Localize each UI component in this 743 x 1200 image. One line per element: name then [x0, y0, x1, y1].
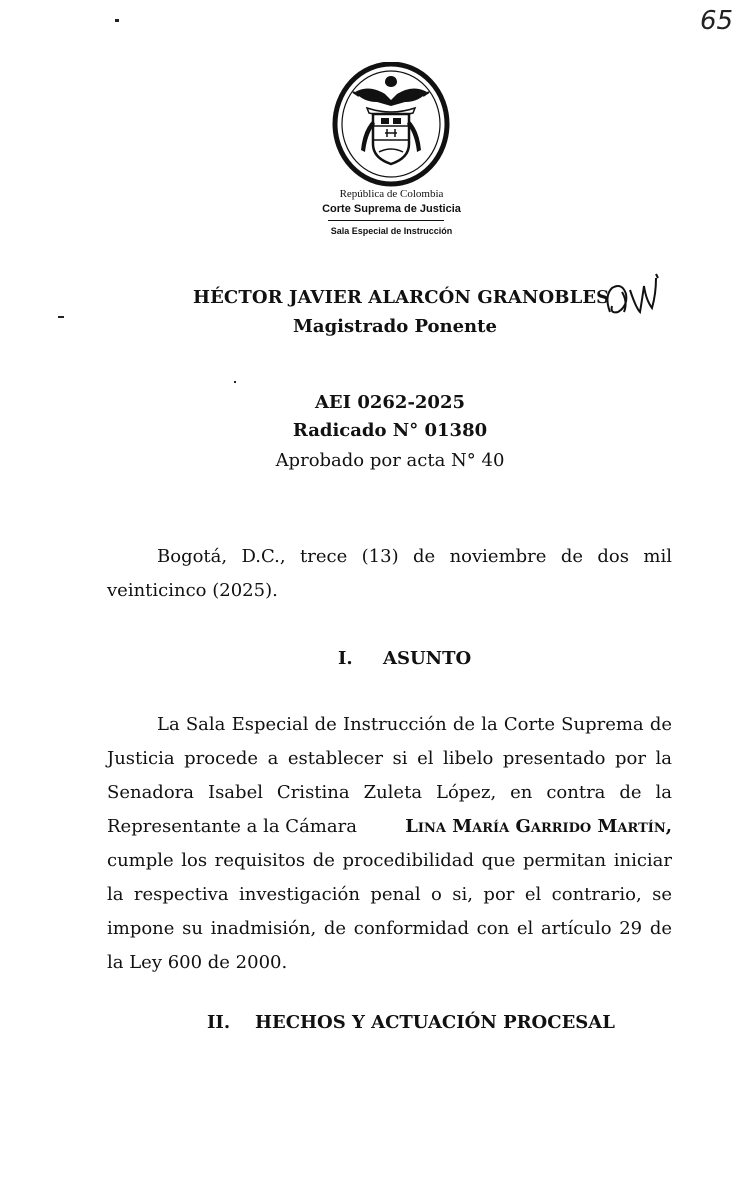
colombia-coat-of-arms-seal	[331, 62, 451, 188]
section-heading-number: I.	[338, 648, 353, 669]
paragraph-line	[107, 816, 672, 837]
date-line: Bogotá, D.C., trece (13) de noviembre de dos mil	[157, 546, 672, 567]
representative-name: Lina María Garrido Martín,	[405, 816, 672, 837]
case-approval: Aprobado por acta N° 40	[275, 450, 505, 471]
magistrate-name: HÉCTOR JAVIER ALARCÓN GRANOBLES	[193, 287, 610, 308]
paragraph-line: La Sala Especial de Instrucción de la Corte Suprema de	[157, 714, 672, 735]
paragraph-line: la Ley 600 de 2000.	[107, 952, 288, 973]
scan-speck	[234, 381, 236, 383]
section-heading-title: ASUNTO	[383, 648, 472, 669]
case-code: AEI 0262-2025	[314, 392, 466, 413]
institution-country: República de Colombia	[339, 188, 444, 200]
date-line: veinticinco (2025).	[107, 580, 278, 601]
section-heading-title: HECHOS Y ACTUACIÓN PROCESAL	[255, 1012, 615, 1033]
paragraph-line: Senadora Isabel Cristina Zuleta López, en contra de la	[107, 782, 672, 803]
scan-speck	[58, 316, 64, 318]
case-radicado: Radicado N° 01380	[292, 420, 488, 441]
institution-divider	[328, 220, 444, 221]
paragraph-line: Justicia procede a establecer si el libelo presentado por la	[107, 748, 672, 769]
scan-speck	[115, 19, 119, 22]
section-heading-number: II.	[207, 1012, 231, 1033]
paragraph-text: Representante a la Cámara	[107, 816, 357, 837]
institution-chamber: Sala Especial de Instrucción	[330, 226, 453, 236]
paragraph-line: la respectiva investigación penal o si, por el contrario, se	[107, 884, 672, 905]
institution-court: Corte Suprema de Justicia	[322, 203, 461, 215]
handwritten-initials-signature	[600, 268, 670, 324]
magistrate-role: Magistrado Ponente	[293, 316, 497, 337]
paragraph-line: cumple los requisitos de procedibilidad que permitan iniciar	[107, 850, 672, 871]
handwritten-page-number: 65	[700, 6, 734, 36]
paragraph-line: impone su inadmisión, de conformidad con el artículo 29 de	[107, 918, 672, 939]
